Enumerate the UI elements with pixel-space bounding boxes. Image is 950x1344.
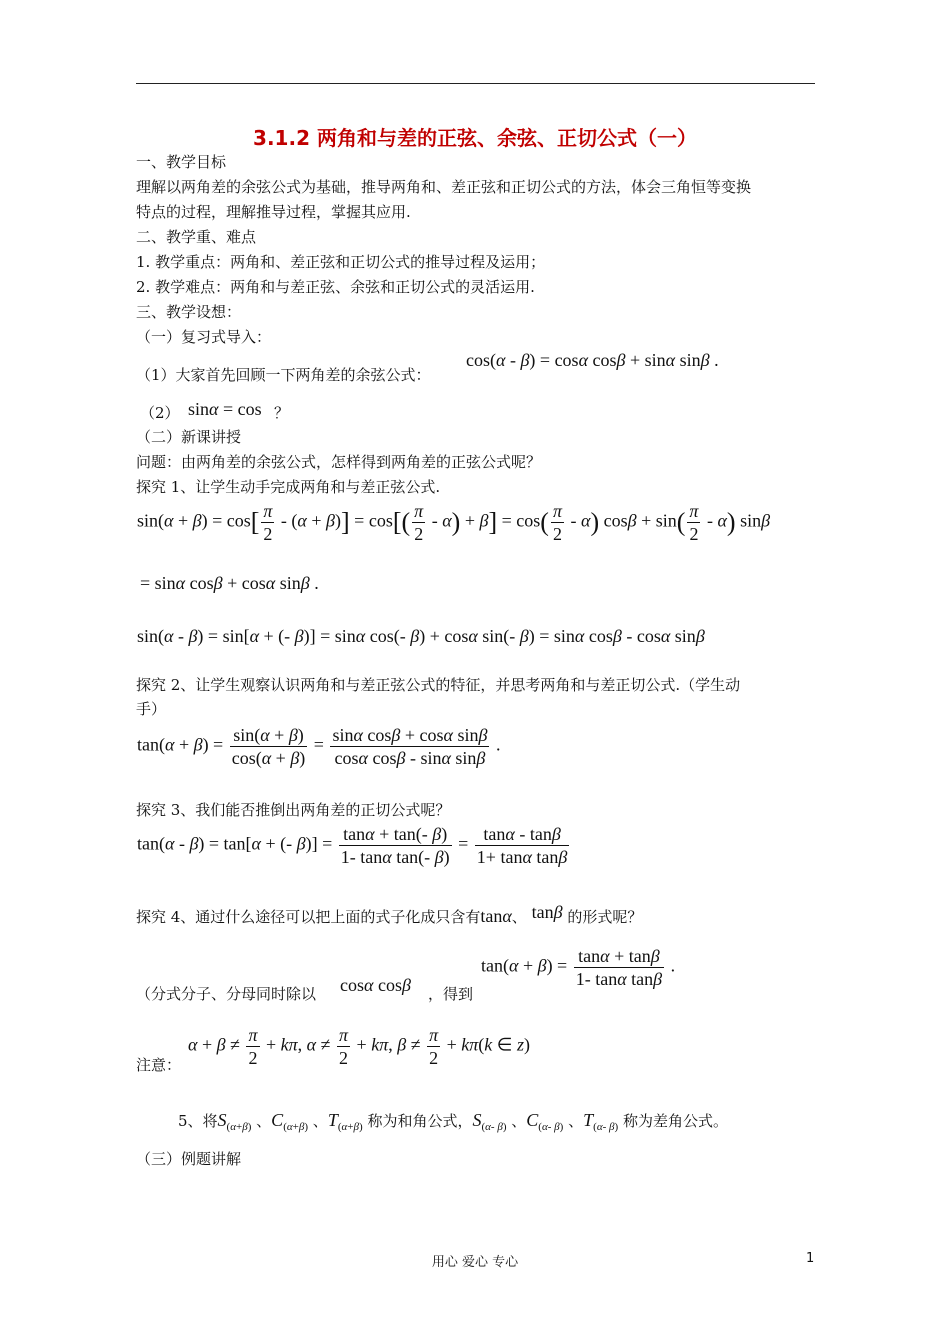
separator-1: 、 [256, 1112, 272, 1130]
question-2-label: （2） [140, 404, 180, 422]
diff-formulas-text: 称为差角公式。 [622, 1112, 728, 1130]
formula-sin-difference: sin(α - β) = sin[α + (- β)] = sinα cos(- β) + cosα sin(- β) = sinα cosβ - cosα sinβ [137, 626, 705, 646]
subsection-new-lesson: （二）新课讲授 [136, 428, 242, 446]
s-diff-symbol: $S_{(\alpha- \beta)}$ [472, 1110, 507, 1133]
formula-names-prefix: 5、将 [178, 1112, 218, 1130]
t-sum-symbol: $T_{(\alpha+\beta)}$ [327, 1110, 363, 1133]
key-point-2: 2. 教学难点：两角和与差正弦、余弦和正切公式的灵活运用. [136, 278, 535, 296]
page-footer: 用心 爱心 专心 [431, 1255, 519, 1270]
note-label: 注意： [136, 1056, 182, 1074]
subsection-review: （一）复习式导入： [136, 328, 272, 346]
subsection-examples: （三）例题讲解 [136, 1150, 242, 1168]
t-diff-symbol: $T_{(\alpha- \beta)}$ [583, 1110, 619, 1133]
explore-4-prefix: 探究 4、通过什么途径可以把上面的式子化成只含有 [136, 908, 481, 926]
explore-3-text: 探究 3、我们能否推倒出两角差的正切公式呢？ [136, 801, 451, 819]
cos-product-symbol: cosα cosβ [340, 975, 411, 995]
formula-cos-difference: cos(α - β) = cosα cosβ + sinα sinβ . [466, 350, 719, 370]
s-sum-symbol: $S_{(\alpha+\beta)}$ [217, 1110, 252, 1133]
goal-text-line2: 特点的过程，理解推导过程，掌握其应用. [136, 203, 411, 221]
sum-formulas-text: 称为和角公式， [367, 1112, 473, 1130]
explore-1-text: 探究 1、让学生动手完成两角和与差正弦公式. [136, 478, 441, 496]
section-heading-design: 三、教学设想： [136, 303, 242, 321]
formula-sin-sum-result: = sinα cosβ + cosα sinβ . [140, 573, 319, 593]
question-2-mark: ？ [274, 404, 290, 422]
explore-2-text-line2: 手） [136, 700, 167, 718]
section-heading-keypoints: 二、教学重、难点 [136, 228, 257, 246]
formula-tan-sum-derivation: tan(α + β) = $\frac{\sin(\alpha + \beta)}{\cos(\alpha + \beta)}$ = $\frac{\text{sinα cosβ + cosα sinβ}}{\text{cosα cosβ - sinα sinβ}}$ . [137, 725, 501, 768]
separator-2: 、 [312, 1112, 328, 1130]
explore-2-text-line1: 探究 2、让学生观察认识两角和与差正弦公式的特征，并思考两角和与差正切公式.（学生动 [136, 676, 741, 694]
c-diff-symbol: $C_{(\alpha- \beta)}$ [526, 1110, 564, 1133]
key-point-1: 1. 教学重点：两角和、差正弦和正切公式的推导过程及运用； [136, 253, 546, 271]
question-1-text: （1）大家首先回顾一下两角差的余弦公式： [136, 366, 431, 384]
explore-4-suffix: 的形式呢？ [567, 908, 643, 926]
formula-tan-sum: tan(α + β) = $\frac{\tan\alpha + \tan\beta}{\text{1- tanα tanβ}}$ . [481, 946, 676, 989]
formula-sin-sum-derivation: sin(α + β) = cos[ $\frac{\pi}{2}$ - (α + β)] = cos[( $\frac{\pi}{2}$ - α) + β] = cos( $\frac{\pi}{2}$ - α) cosβ + sin( $\frac{\pi}{2}$ - α) sinβ [137, 501, 771, 544]
separator-4: 、 [568, 1112, 584, 1130]
divide-note-suffix: ，得到 [428, 985, 474, 1003]
separator-3: 、 [511, 1112, 527, 1130]
section-heading-goals: 一、教学目标 [136, 153, 227, 171]
header-rule [136, 83, 815, 84]
formula-domain-condition: α + β ≠ $\frac{\pi}{2}$ + kπ, α ≠ $\frac{\pi}{2}$ + kπ, β ≠ $\frac{\pi}{2}$ + kπ(k ∈ z) [188, 1025, 530, 1068]
goal-text-line1: 理解以两角差的余弦公式为基础，推导两角和、差正弦和正切公式的方法，体会三角恒等变换 [136, 178, 752, 196]
tan-alpha-symbol: tanα [480, 906, 512, 926]
page-title: 3.1.2 两角和与差的正弦、余弦、正切公式（一） [253, 126, 697, 150]
divide-note-prefix: （分式分子、分母同时除以 [136, 985, 317, 1003]
tan-beta-symbol: tanβ [531, 902, 563, 922]
page-number: 1 [806, 1251, 815, 1266]
c-sum-symbol: $C_{(\alpha+\beta)}$ [271, 1110, 309, 1133]
formula-names-line [178, 1110, 728, 1137]
explore-4-separator: 、 [511, 908, 527, 926]
question-text: 问题：由两角差的余弦公式，怎样得到两角差的正弦公式呢？ [136, 453, 542, 471]
formula-sin-cos: sinα = cos [188, 399, 262, 419]
formula-tan-difference: tan(α - β) = tan[α + (- β)] = $\frac{\tan\alpha + \tan(- \beta)}{\text{1- tanα tan(- β)}}$ = $\frac{\tan\alpha - \tan\beta}{\text{1+ tanα tanβ}}$ [137, 824, 568, 867]
explore-4-text [136, 902, 643, 927]
